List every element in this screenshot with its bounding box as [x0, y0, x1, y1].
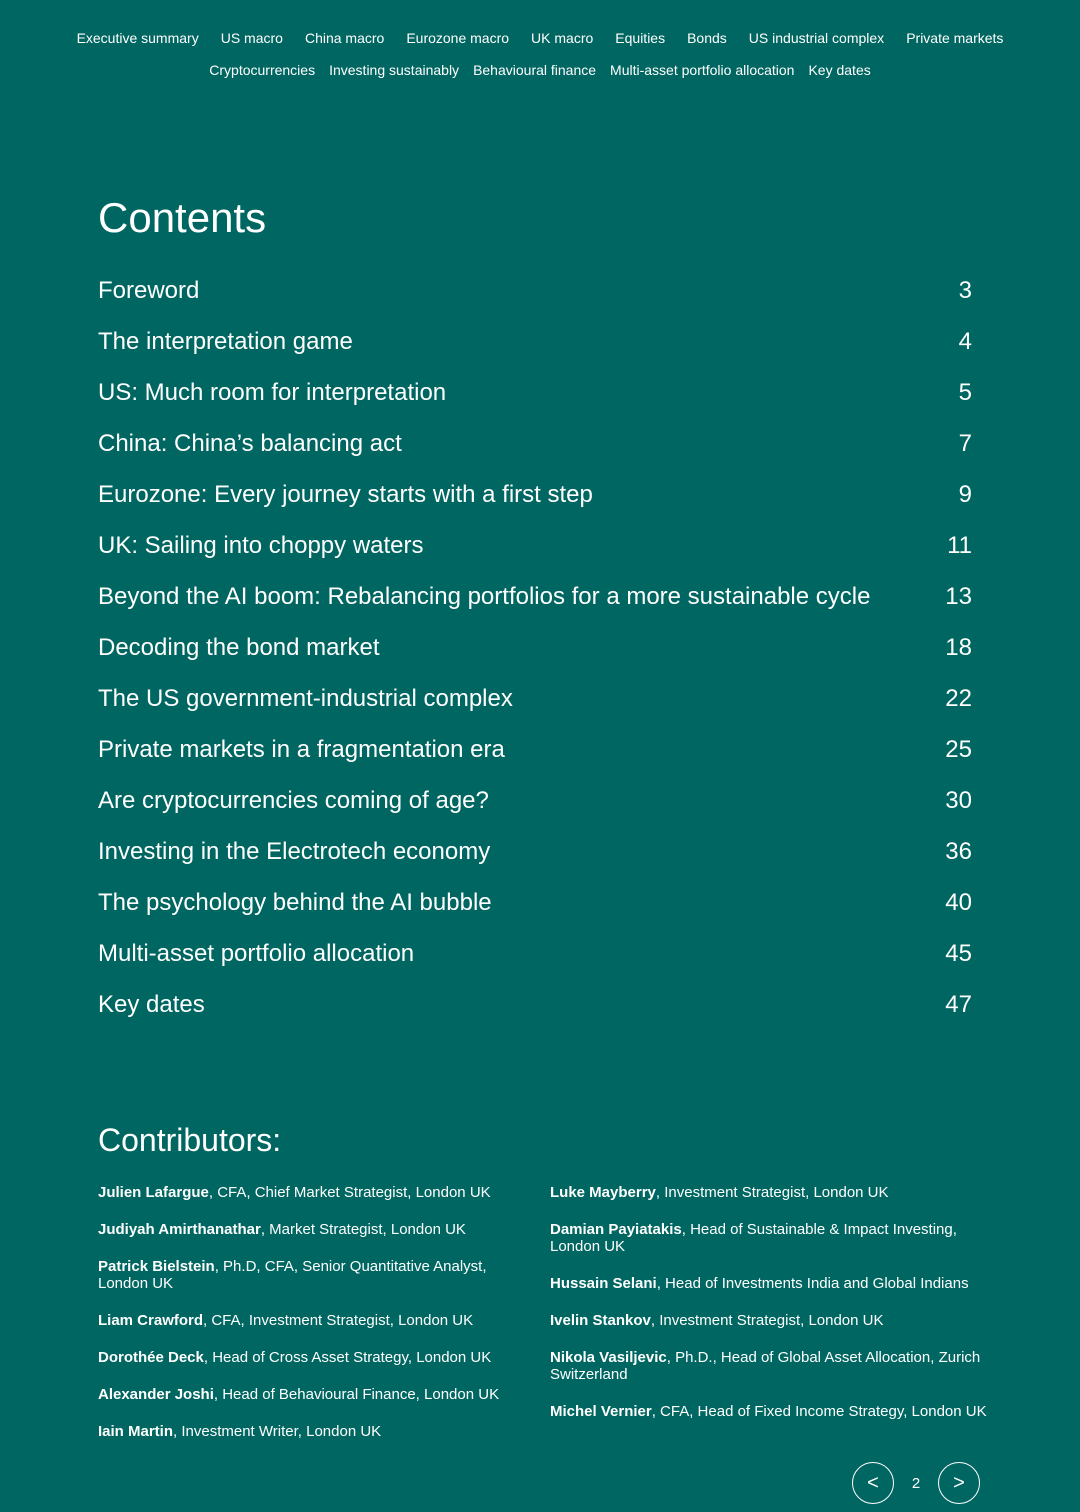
nav-link-us-macro[interactable]: US macro — [220, 30, 283, 46]
contributor — [98, 1423, 518, 1440]
toc-item-page: 7 — [958, 429, 972, 457]
contributor-role: , Ph.D., Head of Global Asset Allocation, Zurich Switzerland — [550, 1349, 981, 1383]
toc-item-label: Eurozone: Every journey starts with a first step — [98, 480, 593, 508]
contributors-title: Contributors: — [98, 1122, 282, 1158]
contributor — [550, 1221, 990, 1255]
toc-item-page: 25 — [945, 735, 972, 763]
toc-item[interactable] — [98, 622, 972, 673]
table-of-contents — [98, 265, 972, 1030]
toc-item[interactable] — [98, 367, 972, 418]
toc-item[interactable] — [98, 520, 972, 571]
nav-row-primary — [0, 28, 1080, 48]
toc-item-page: 9 — [958, 480, 972, 508]
contributor-role: , Head of Investments India and Global Indians — [656, 1275, 969, 1292]
toc-item[interactable] — [98, 928, 972, 979]
toc-item[interactable] — [98, 775, 972, 826]
toc-item-label: Are cryptocurrencies coming of age? — [98, 786, 489, 814]
contributors-right-column — [550, 1184, 990, 1440]
contributor-role: , Investment Strategist, London UK — [650, 1312, 884, 1329]
pagination — [852, 1462, 980, 1504]
toc-item-label: Decoding the bond market — [98, 633, 380, 661]
toc-item-label: Investing in the Electrotech economy — [98, 837, 491, 865]
toc-item-label: US: Much room for interpretation — [98, 378, 447, 406]
contributor-role: , Head of Behavioural Finance, London UK — [213, 1386, 500, 1403]
contributor — [98, 1184, 518, 1201]
contributor-role: , Investment Strategist, London UK — [655, 1184, 889, 1201]
contributor-name: Judiyah Amirthanathar — [98, 1221, 261, 1238]
nav-link-executive-summary[interactable]: Executive summary — [76, 30, 199, 46]
contributor-role: , CFA, Investment Strategist, London UK — [203, 1312, 474, 1329]
toc-item-page: 11 — [947, 531, 972, 559]
toc-item-label: Multi-asset portfolio allocation — [98, 939, 415, 967]
contributor-role: , Ph.D, CFA, Senior Quantitative Analyst, London UK — [98, 1258, 487, 1292]
contributor-role: , Head of Cross Asset Strategy, London UK — [203, 1349, 492, 1366]
next-page-button[interactable]: > — [938, 1462, 980, 1504]
toc-item-page: 3 — [958, 276, 972, 304]
contributor — [98, 1258, 518, 1292]
toc-item[interactable] — [98, 469, 972, 520]
toc-item-page: 5 — [958, 378, 972, 406]
toc-item-page: 13 — [945, 582, 972, 610]
contributor-name: Liam Crawford — [98, 1312, 204, 1329]
nav-link-uk-macro[interactable]: UK macro — [531, 30, 594, 46]
contributor — [98, 1221, 518, 1238]
contributor-name: Ivelin Stankov — [550, 1312, 651, 1329]
toc-item-page: 40 — [945, 888, 972, 916]
toc-item-label: Beyond the AI boom: Rebalancing portfolios for a more sustainable cycle — [98, 582, 871, 610]
nav-link-behavioural-finance[interactable]: Behavioural finance — [473, 62, 597, 78]
toc-item-label: UK: Sailing into choppy waters — [98, 531, 424, 559]
nav-link-investing-sustainably[interactable]: Investing sustainably — [329, 62, 460, 78]
contributor-name: Luke Mayberry — [550, 1184, 656, 1201]
nav-row-secondary — [0, 60, 1080, 80]
contributor — [550, 1312, 990, 1329]
toc-item-label: China: China’s balancing act — [98, 429, 402, 457]
toc-item[interactable] — [98, 979, 972, 1030]
toc-item-page: 22 — [945, 684, 972, 712]
nav-link-china-macro[interactable]: China macro — [304, 30, 385, 46]
toc-item[interactable] — [98, 673, 972, 724]
contributor-name: Alexander Joshi — [98, 1386, 214, 1403]
contributor-name: Hussain Selani — [550, 1275, 657, 1292]
toc-item-page: 36 — [945, 837, 972, 865]
toc-item-label: The US government-industrial complex — [98, 684, 513, 712]
contributor — [98, 1349, 518, 1366]
contributor-name: Michel Vernier — [550, 1403, 652, 1420]
toc-item-label: Key dates — [98, 990, 205, 1018]
contributor-name: Nikola Vasiljevic — [550, 1349, 667, 1366]
toc-item-page: 30 — [945, 786, 972, 814]
contents-title: Contents — [98, 194, 267, 241]
nav-link-bonds[interactable]: Bonds — [687, 30, 727, 46]
nav-link-eurozone-macro[interactable]: Eurozone macro — [406, 30, 510, 46]
nav-link-private-markets[interactable]: Private markets — [906, 30, 1004, 46]
toc-item[interactable] — [98, 265, 972, 316]
nav-link-cryptocurrencies[interactable]: Cryptocurrencies — [209, 62, 316, 78]
contributor-role: , CFA, Chief Market Strategist, London UK — [208, 1184, 491, 1201]
toc-item-page: 45 — [945, 939, 972, 967]
nav-link-equities[interactable]: Equities — [615, 30, 666, 46]
toc-item-label: The interpretation game — [98, 327, 353, 355]
toc-item-page: 4 — [958, 327, 972, 355]
toc-item-page: 47 — [945, 990, 972, 1018]
toc-item[interactable] — [98, 826, 972, 877]
contributor-name: Julien Lafargue — [98, 1184, 209, 1201]
contributor-role: , Head of Sustainable & Impact Investing, London UK — [550, 1221, 957, 1255]
toc-item[interactable] — [98, 418, 972, 469]
contributor-name: Patrick Bielstein — [98, 1258, 215, 1275]
toc-item-label: The psychology behind the AI bubble — [98, 888, 492, 916]
toc-item[interactable] — [98, 877, 972, 928]
contributor — [550, 1403, 990, 1420]
toc-item[interactable] — [98, 724, 972, 775]
contributor-name: Damian Payiatakis — [550, 1221, 682, 1238]
contributor — [98, 1386, 518, 1403]
toc-item-label: Private markets in a fragmentation era — [98, 735, 505, 763]
nav-link-multi-asset-portfolio-allocation[interactable]: Multi-asset portfolio allocation — [610, 62, 795, 78]
contributor-role: , Investment Writer, London UK — [173, 1423, 382, 1440]
contributor-name: Dorothée Deck — [98, 1349, 204, 1366]
contributor-name: Iain Martin — [98, 1423, 174, 1440]
nav-link-us-industrial-complex[interactable]: US industrial complex — [748, 30, 885, 46]
contributor — [550, 1184, 990, 1201]
nav-link-key-dates[interactable]: Key dates — [808, 62, 871, 78]
toc-item-label: Foreword — [98, 276, 200, 304]
toc-item-page: 18 — [945, 633, 972, 661]
toc-item[interactable] — [98, 316, 972, 367]
contributors-left-column — [98, 1184, 518, 1460]
contributor — [98, 1312, 518, 1329]
contributor-role: , Market Strategist, London UK — [260, 1221, 466, 1238]
contributor-role: , CFA, Head of Fixed Income Strategy, London UK — [651, 1403, 987, 1420]
previous-page-button[interactable]: < — [852, 1462, 894, 1504]
contributor — [550, 1275, 990, 1292]
current-page-number: 2 — [911, 1474, 921, 1492]
contributor — [550, 1349, 990, 1383]
toc-item[interactable] — [98, 571, 972, 622]
